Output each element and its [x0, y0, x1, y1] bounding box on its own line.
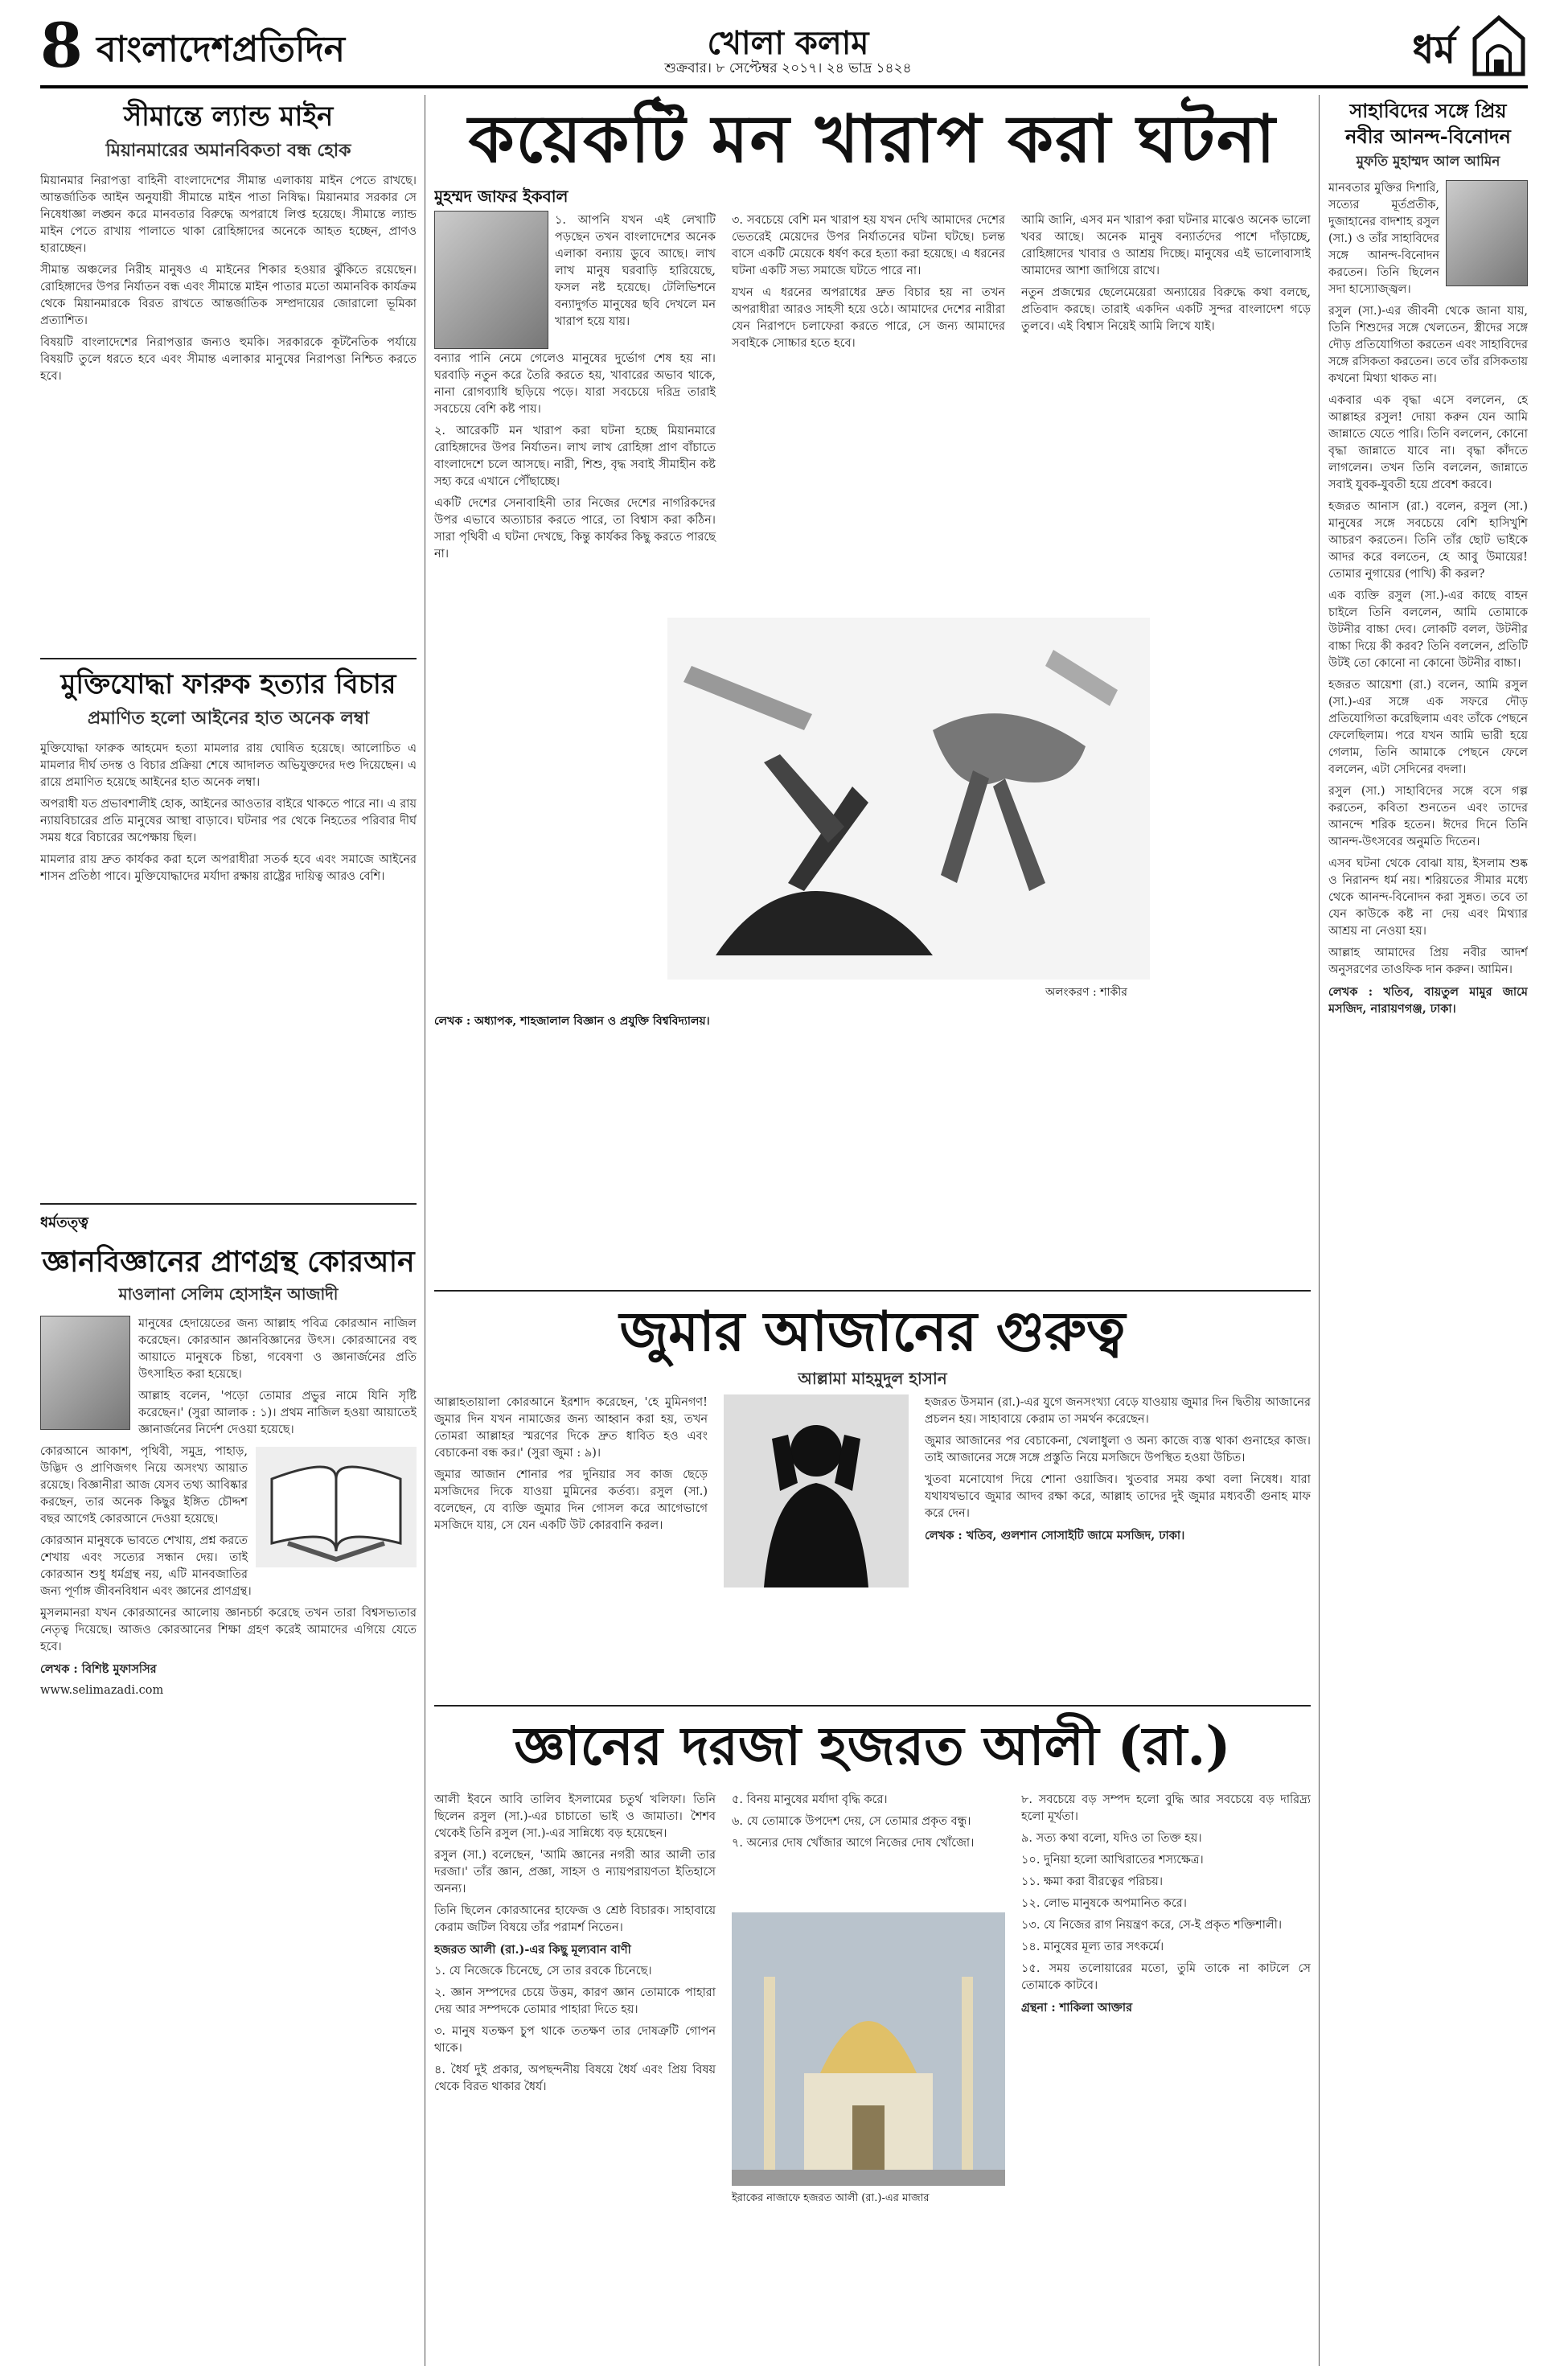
- main-article: [434, 95, 1311, 1285]
- prophet-paragraph: এক ব্যক্তি রসুল (সা.)-এর কাছে বাহন চাইলে তিনি বললেন, আমি তোমাকে উটনীর বাচ্চা দেব। লোকটি বলল, উটনীর বাচ্চা দিয়ে কী করব? তিনি বললেন, প্রতিটি উটই তো কোনো না কোনো উটনীর বাচ্চা।: [1328, 589, 1528, 670]
- juma-signoff: লেখক : খতিব, গুলশান সোসাইটি জামে মসজিদ, ঢাকা।: [925, 1529, 1185, 1542]
- main-paragraph: ১. আপনি যখন এই লেখাটি পড়ছেন তখন বাংলাদেশের অনেক এলাকা বন্যায় ডুবে আছে। লাখ লাখ মানুষ ঘরবাড়ি হারিয়েছে, ফসল নষ্ট হয়েছে। টেলিভিশনে বন্যাদুর্গত মানুষের ছবি দেখলে মন খারাপ হয়ে যায়।: [555, 214, 716, 328]
- juma-paragraph: হজরত উসমান (রা.)-এর যুগে জনসংখ্যা বেড়ে যাওয়ায় জুমার দিন দ্বিতীয় আজানের প্রচলন হয়। সাহাবায়ে কেরাম তা সমর্থন করেছেন।: [925, 1396, 1311, 1426]
- landmine-title: সীমান্তে ল্যান্ড মাইন: [123, 101, 334, 133]
- freedom-fighter-paragraph: অপরাধী যত প্রভাবশালীই হোক, আইনের আওতার বাইরে থাকতে পারে না। এ রায় ন্যায়বিচারের প্রতি মানুষের আস্থা বাড়াবে। ঘটনার পর থেকে নিহতের পরিবার দীর্ঘ সময় ধরে বিচারের অপেক্ষায় ছিল।: [40, 798, 417, 844]
- divider: [434, 1705, 1311, 1707]
- ali-saying: ৯. সত্য কথা বলো, যদিও তা তিক্ত হয়।: [1021, 1832, 1202, 1845]
- quran-article: [40, 1211, 417, 2366]
- ali-col-3: [1021, 1792, 1311, 2021]
- ali-sayings-title: হজরত আলী (রা.)-এর কিছু মূল্যবান বাণী: [434, 1943, 631, 1957]
- shrine-photo: [732, 1912, 1005, 2186]
- main-col-3: [1021, 212, 1311, 340]
- main-col-1: [555, 212, 716, 335]
- juma-paragraph: জুমার আজান শোনার পর দুনিয়ার সব কাজ ছেড়ে মসজিদের দিকে যাওয়া মুমিনের কর্তব্য। রসুল (সা.) বলেছেন, যে ব্যক্তি জুমার দিন গোসল করে আগেভাগে মসজিদে যায়, সে যেন একটি উট কোরবানি করল।: [434, 1468, 708, 1532]
- author-photo: [1446, 180, 1528, 286]
- quran-paragraph: মানুষের হেদায়েতের জন্য আল্লাহ পবিত্র কোরআন নাজিল করেছেন। কোরআন জ্ঞানবিজ্ঞানের উৎস। কোরআনের বহু আয়াতে মানুষকে চিন্তা, গবেষণা ও জ্ঞানার্জনের প্রতি উৎসাহিত করা হয়েছে।: [138, 1317, 417, 1381]
- prophet-paragraph: রসুল (সা.)-এর জীবনী থেকে জানা যায়, তিনি শিশুদের সঙ্গে খেলতেন, স্ত্রীদের সঙ্গে দৌড় প্রতিযোগিতা করতেন এবং সাহাবিদের সঙ্গে রসিকতা করতেন। তবে তাঁর রসিকতায় কখনো মিথ্যা থাকত না।: [1328, 305, 1528, 385]
- landmine-subtitle: মিয়ানমারের অমানবিকতা বন্ধ হোক: [105, 140, 351, 161]
- freedom-fighter-paragraph: মামলার রায় দ্রুত কার্যকর করা হলে অপরাধীরা সতর্ক হবে এবং সমাজে আইনের শাসন প্রতিষ্ঠা পাবে। মুক্তিযোদ্ধাদের মর্যাদা রক্ষায় রাষ্ট্রের দায়িত্ব আরও বেশি।: [40, 853, 417, 883]
- prophet-paragraph: রসুল (সা.) সাহাবিদের সঙ্গে বসে গল্প করতেন, কবিতা শুনতেন এবং তাদের আনন্দে শরিক হতেন। ঈদের দিনে তিনি আনন্দ-উৎসবের অনুমতি দিতেন।: [1328, 785, 1528, 848]
- ali-saying: ৮. সবচেয়ে বড় সম্পদ হলো বুদ্ধি আর সবচেয়ে বড় দারিদ্র্য হলো মূর্খতা।: [1021, 1793, 1311, 1823]
- juma-title: জুমার আজানের গুরুত্ব: [619, 1300, 1126, 1364]
- ali-col-2: [732, 1792, 1005, 1857]
- prophet-paragraph: এসব ঘটনা থেকে বোঝা যায়, ইসলাম শুষ্ক ও নিরানন্দ ধর্ম নয়। শরিয়তের সীমার মধ্যে থেকে আনন্দ-বিনোদন করা সুন্নত। তবে তা যেন কাউকে কষ্ট না দেয় এবং মিথ্যার আশ্রয় না নেওয়া হয়।: [1328, 857, 1528, 938]
- main-paragraph: আমি জানি, এসব মন খারাপ করা ঘটনার মাঝেও অনেক ভালো খবর আছে। অনেক মানুষ বন্যার্তদের পাশে দাঁড়াচ্ছে, রোহিঙ্গাদের খাবার ও আশ্রয় দিচ্ছে। মানুষের এই ভালোবাসাই আমাদের আশা জাগিয়ে রাখে।: [1021, 214, 1311, 277]
- ali-paragraph: তিনি ছিলেন কোরআনের হাফেজ ও শ্রেষ্ঠ বিচারক। সাহাবায়ে কেরাম জটিল বিষয়ে তাঁর পরামর্শ নিতেন।: [434, 1904, 716, 1934]
- prophet-author: মুফতি মুহাম্মদ আল আমিন: [1356, 154, 1500, 170]
- main-signoff: লেখক : অধ্যাপক, শাহজালাল বিজ্ঞান ও প্রযুক্তি বিশ্ববিদ্যালয়।: [434, 1015, 710, 1028]
- juma-paragraph: জুমার আজানের পর বেচাকেনা, খেলাধুলা ও অন্য কাজে ব্যস্ত থাকা গুনাহের কাজ। তাই আজানের সঙ্গে সঙ্গে প্রস্তুতি নিয়ে মসজিদে উপস্থিত হওয়া উচিত।: [925, 1435, 1311, 1464]
- ali-col-1: [434, 1792, 716, 2101]
- quran-paragraph: আল্লাহ বলেন, 'পড়ো তোমার প্রভুর নামে যিনি সৃষ্টি করেছেন।' (সুরা আলাক : ১)। প্রথম নাজিল হওয়া আয়াতেই জ্ঞানার্জনের নির্দেশ দেওয়া হয়েছে।: [138, 1390, 417, 1436]
- juma-paragraph: আল্লাহতায়ালা কোরআনে ইরশাদ করেছেন, 'হে মুমিনগণ! জুমার দিন যখন নামাজের জন্য আহ্বান করা হয়, তখন তোমরা আল্লাহর স্মরণের দিকে দ্রুত ধাবিত হও এবং বেচাকেনা বন্ধ কর।' (সুরা জুমা : ৯)।: [434, 1396, 708, 1460]
- ali-paragraph: রসুল (সা.) বলেছেন, 'আমি জ্ঞানের নগরী আর আলী তার দরজা।' তাঁর জ্ঞান, প্রজ্ঞা, সাহস ও ন্যায়পরায়ণতা ইতিহাসে অনন্য।: [434, 1849, 716, 1896]
- freedom-fighter-subtitle: প্রমাণিত হলো আইনের হাত অনেক লম্বা: [87, 708, 370, 729]
- ali-saying: ১১. ক্ষমা করা বীরত্বের পরিচয়।: [1021, 1875, 1164, 1888]
- quran-title: জ্ঞানবিজ্ঞানের প্রাণগ্রন্থ কোরআন: [42, 1245, 415, 1279]
- illustration: [667, 618, 1150, 980]
- landmine-paragraph: সীমান্ত অঞ্চলের নিরীহ মানুষও এ মাইনের শিকার হওয়ার ঝুঁকিতে রয়েছেন। রোহিঙ্গাদের উপর নির্যাতন বন্ধ এবং সীমান্তে মাইন পাতার মতো অমানবিক কার্যক্রম থেকে মিয়ানমারকে বিরত রাখতে আন্তর্জাতিক সম্প্রদায়ের জোরালো ভূমিকা প্রত্যাশিত।: [40, 264, 417, 327]
- ali-paragraph: আলী ইবনে আবি তালিব ইসলামের চতুর্থ খলিফা। তিনি ছিলেন রসুল (সা.)-এর চাচাতো ভাই ও জামাতা। শৈশব থেকেই তিনি রসুল (সা.)-এর সান্নিধ্যে বড় হয়েছেন।: [434, 1793, 716, 1840]
- ali-signoff: গ্রন্থনা : শাকিলা আক্তার: [1021, 2001, 1133, 2015]
- main-col-2: [732, 212, 1005, 357]
- quran-kicker: ধর্মতত্ত্ব: [40, 1214, 88, 1231]
- shrine-caption: ইরাকের নাজাফে হজরত আলী (রা.)-এর মাজার: [732, 2192, 930, 2204]
- dateline: শুক্রবার। ৮ সেপ্টেম্বর ২০১৭। ২৪ ভাদ্র ১৪২৪: [664, 60, 912, 76]
- main-title: কয়েকটি মন খারাপ করা ঘটনা: [468, 101, 1277, 178]
- juma-article: [434, 1298, 1311, 1700]
- freedom-fighter-paragraph: মুক্তিযোদ্ধা ফারুক আহমেদ হত্যা মামলার রায় ঘোষিত হয়েছে। আলোচিত এ মামলার দীর্ঘ তদন্ত ও বিচার প্রক্রিয়া শেষে আদালত অভিযুক্তদের দণ্ড দিয়েছেন। এ রায়ে প্রমাণিত হয়েছে আইনের হাত অনেক লম্বা।: [40, 742, 417, 789]
- author-photo: [40, 1316, 130, 1430]
- ali-article: [434, 1711, 1311, 2366]
- main-paragraph: একটি দেশের সেনাবাহিনী তার নিজের দেশের নাগরিকদের উপর এভাবে অত্যাচার করতে পারে, তা বিশ্বাস করা কঠিন। সারা পৃথিবী এ ঘটনা দেখছে, কিন্তু কার্যকর কিছু করতে পারছে না।: [434, 497, 716, 561]
- prophet-paragraph: হজরত আয়েশা (রা.) বলেন, আমি রসুল (সা.)-এর সঙ্গে এক সফরে দৌড় প্রতিযোগিতা করেছিলাম এবং তাঁকে পেছনে ফেলেছিলাম। পরে যখন আমি ভারী হয়ে গেলাম, তিনি আমাকে পেছনে ফেলে বললেন, এটা সেদিনের বদলা।: [1328, 679, 1528, 776]
- main-paragraph: যখন এ ধরনের অপরাধের দ্রুত বিচার হয় না তখন অপরাধীরা আরও সাহসী হয়ে ওঠে। আমাদের দেশের নারীরা যেন নিরাপদে চলাফেরা করতে পারে, সে জন্য আমাদের সবাইকে সোচ্চার হতে হবে।: [732, 286, 1005, 350]
- ali-saying: ৭. অন্যের দোষ খোঁজার আগে নিজের দোষ খোঁজো।: [732, 1837, 975, 1850]
- prophet-paragraph: হজরত আনাস (রা.) বলেন, রসুল (সা.) মানুষের সঙ্গে সবচেয়ে বেশি হাসিখুশি আচরণ করতেন। তিনি তাঁর ছোট ভাইকে আদর করে বলতেন, হে আবু উমায়ের! তোমার নুগায়ের (পাখি) কী করল?: [1328, 500, 1528, 581]
- prayer-silhouette-icon: [724, 1394, 909, 1587]
- column-rule: [1319, 95, 1320, 2366]
- landmine-paragraph: মিয়ানমার নিরাপত্তা বাহিনী বাংলাদেশের সীমান্ত এলাকায় মাইন পেতে রাখছে। আন্তর্জাতিক আইন অনুযায়ী সীমান্তে মাইন পাতা নিষিদ্ধ। মিয়ানমার সরকার সে নিষেধাজ্ঞা লঙ্ঘন করে মানবতার বিরুদ্ধে অপরাধে লিপ্ত হয়েছে। সীমান্তে ল্যান্ড মাইন পেতে রাখায় পালাতে থাকা রোহিঙ্গাদের অনেকে আহত হচ্ছেন, প্রাণও হারাচ্ছেন।: [40, 175, 417, 255]
- ali-saying: ২. জ্ঞান সম্পদের চেয়ে উত্তম, কারণ জ্ঞান তোমাকে পাহারা দেয় আর সম্পদকে তোমার পাহারা দিতে হয়।: [434, 1986, 716, 2016]
- freedom-fighter-editorial: [40, 666, 417, 1197]
- prophet-article: [1328, 98, 1528, 2366]
- prophet-paragraph: মানবতার মুক্তির দিশারি, সত্যের মূর্তপ্রতীক, দুজাহানের বাদশাহ রসুল (সা.) ও তাঁর সাহাবিদের সঙ্গে আনন্দ-বিনোদন করতেন। তিনি ছিলেন সদা হাস্যোজ্জ্বল।: [1328, 182, 1439, 296]
- ali-saying: ১০. দুনিয়া হলো আখিরাতের শস্যক্ষেত্র।: [1021, 1854, 1204, 1867]
- ali-saying: ৩. মানুষ যতক্ষণ চুপ থাকে ততক্ষণ তার দোষত্রুটি গোপন থাকে।: [434, 2025, 716, 2055]
- quran-website[interactable]: www.selimazadi.com: [40, 1684, 164, 1697]
- main-paragraph: ২. আরেকটি মন খারাপ করা ঘটনা হচ্ছে মিয়ানমারে রোহিঙ্গাদের উপর নির্যাতন। লাখ লাখ রোহিঙ্গা প্রাণ বাঁচাতে বাংলাদেশে চলে আসছে। নারী, শিশু, বৃদ্ধ সবাই সীমাহীন কষ্ট সহ্য করে এখানে পৌঁছাচ্ছে।: [434, 425, 716, 488]
- category-title: ধর্ম: [1412, 27, 1455, 72]
- columnist-photo: [434, 211, 548, 349]
- ali-saying: ১৫. সময় তলোয়ারের মতো, তুমি তাকে না কাটলে সে তোমাকে কাটবে।: [1021, 1962, 1311, 1992]
- quran-paragraph: কোরআন মানুষকে ভাবতে শেখায়, প্রশ্ন করতে শেখায় এবং সত্যের সন্ধান দেয়। তাই কোরআন শুধু ধর্মগ্রন্থ নয়, এটি মানবজাতির জন্য পূর্ণাঙ্গ জীবনবিধান এবং জ্ঞানের প্রাণগ্রন্থ।: [40, 1534, 252, 1598]
- prophet-paragraph: একবার এক বৃদ্ধা এসে বললেন, হে আল্লাহর রসুল! দোয়া করুন যেন আমি জান্নাতে যেতে পারি। তিনি বললেন, কোনো বৃদ্ধা জান্নাতে যাবে না। বৃদ্ধা কাঁদতে লাগলেন। তখন তিনি বললেন, জান্নাতে সবাই যুবক-যুবতী হয়ে প্রবেশ করবে।: [1328, 394, 1528, 491]
- juma-col-1: [434, 1394, 708, 1539]
- paper-name: বাংলাদেশপ্রতিদিন: [96, 29, 345, 70]
- quran-paragraph: কোরআনে আকাশ, পৃথিবী, সমুদ্র, পাহাড়, উদ্ভিদ ও প্রাণিজগৎ নিয়ে অসংখ্য আয়াত রয়েছে। বিজ্ঞানীরা আজ যেসব তথ্য আবিষ্কার করছেন, তার অনেক কিছুর ইঙ্গিত চৌদ্দশ বছর আগেই কোরআনে দেওয়া হয়েছে।: [40, 1445, 248, 1526]
- page-number: 8: [40, 10, 83, 81]
- main-author: মুহম্মদ জাফর ইকবাল: [434, 187, 569, 206]
- ali-saying: ১২. লোভ মানুষকে অপমানিত করে।: [1021, 1897, 1187, 1910]
- ali-saying: ৫. বিনয় মানুষের মর্যাদা বৃদ্ধি করে।: [732, 1793, 888, 1806]
- landmine-paragraph: বিষয়টি বাংলাদেশের নিরাপত্তার জন্যও হুমকি। সরকারকে কূটনৈতিক পর্যায়ে বিষয়টি তুলে ধরতে হবে এবং সীমান্ত এলাকার মানুষের নিরাপত্তা নিশ্চিত করতে হবে।: [40, 336, 417, 383]
- ali-saying: ১৪. মানুষের মূল্য তার সৎকর্মে।: [1021, 1941, 1164, 1953]
- ali-saying: ১৩. যে নিজের রাগ নিয়ন্ত্রণ করে, সে-ই প্রকৃত শক্তিশালী।: [1021, 1919, 1283, 1932]
- prophet-signoff: লেখক : খতিব, বায়তুল মামুর জামে মসজিদ, নারায়ণগঞ্জ, ঢাকা।: [1328, 985, 1528, 1016]
- divider: [434, 1290, 1311, 1292]
- juma-col-2: [925, 1394, 1311, 1549]
- main-col-1b: [434, 351, 716, 568]
- illustration-credit: অলংকরণ : শাকীর: [1045, 986, 1128, 999]
- masthead: [40, 11, 1528, 88]
- quran-signoff: লেখক : বিশিষ্ট মুফাসসির: [40, 1662, 157, 1676]
- section-title: খোলা কলাম: [707, 24, 869, 62]
- juma-author: আল্লামা মাহমুদুল হাসান: [798, 1369, 947, 1388]
- juma-paragraph: খুতবা মনোযোগ দিয়ে শোনা ওয়াজিব। খুতবার সময় কথা বলা নিষেধ। যারা যথাযথভাবে জুমার আদব রক্ষা করে, আল্লাহ তাদের দুই জুমার মধ্যবর্তী গুনাহ মাফ করে দেন।: [925, 1473, 1311, 1520]
- divider: [40, 1203, 417, 1205]
- ali-title: জ্ঞানের দরজা হজরত আলী (রা.): [514, 1715, 1231, 1777]
- freedom-fighter-title: মুক্তিযোদ্ধা ফারুক হত্যার বিচার: [60, 668, 396, 700]
- prophet-title: সাহাবিদের সঙ্গে প্রিয় নবীর আনন্দ-বিনোদন: [1345, 99, 1511, 148]
- main-paragraph: নতুন প্রজন্মের ছেলেমেয়েরা অন্যায়ের বিরুদ্ধে কথা বলছে, প্রতিবাদ করছে। তারাই একদিন একটি সুন্দর বাংলাদেশ গড়ে তুলবে। এই বিশ্বাস নিয়েই আমি লিখে যাই।: [1021, 286, 1311, 333]
- main-paragraph: ৩. সবচেয়ে বেশি মন খারাপ হয় যখন দেখি আমাদের দেশের ভেতরেই মেয়েদের উপর নির্যাতনের ঘটনা ঘটছে। চলন্ত বাসে একটি মেয়েকে ধর্ষণ করে হত্যা করা হয়েছে। এ ধরনের ঘটনা একটি সভ্য সমাজে ঘটতে পারে না।: [732, 214, 1005, 277]
- quran-paragraph: মুসলমানরা যখন কোরআনের আলোয় জ্ঞানচর্চা করেছে তখন তারা বিশ্বসভ্যতার নেতৃত্ব দিয়েছে। আজও কোরআনের শিক্ষা গ্রহণ করেই আমাদের এগিয়ে যেতে হবে।: [40, 1607, 417, 1653]
- ali-saying: ১. যে নিজেকে চিনেছে, সে তার রবকে চিনেছে।: [434, 1965, 652, 1978]
- mosque-icon: [1470, 14, 1528, 77]
- landmine-editorial: [40, 98, 417, 653]
- main-paragraph: বন্যার পানি নেমে গেলেও মানুষের দুর্ভোগ শেষ হয় না। ঘরবাড়ি নতুন করে তৈরি করতে হয়, খাবারের অভাব থাকে, নানা রোগব্যাধি ছড়িয়ে পড়ে। যারা সবচেয়ে দরিদ্র তারাই সবচেয়ে বেশি কষ্ট পায়।: [434, 352, 716, 416]
- ali-saying: ৬. যে তোমাকে উপদেশ দেয়, সে তোমার প্রকৃত বন্ধু।: [732, 1815, 971, 1828]
- quran-book-icon: [256, 1447, 417, 1567]
- quran-author: মাওলানা সেলিম হোসাইন আজাদী: [118, 1284, 339, 1304]
- masthead-rule: [40, 85, 1528, 88]
- divider: [40, 658, 417, 659]
- prophet-paragraph: আল্লাহ আমাদের প্রিয় নবীর আদর্শ অনুসরণের তাওফিক দান করুন। আমিন।: [1328, 947, 1528, 976]
- ali-saying: ৪. ধৈর্য দুই প্রকার, অপছন্দনীয় বিষয়ে ধৈর্য এবং প্রিয় বিষয় থেকে বিরত থাকার ধৈর্য।: [434, 2064, 716, 2093]
